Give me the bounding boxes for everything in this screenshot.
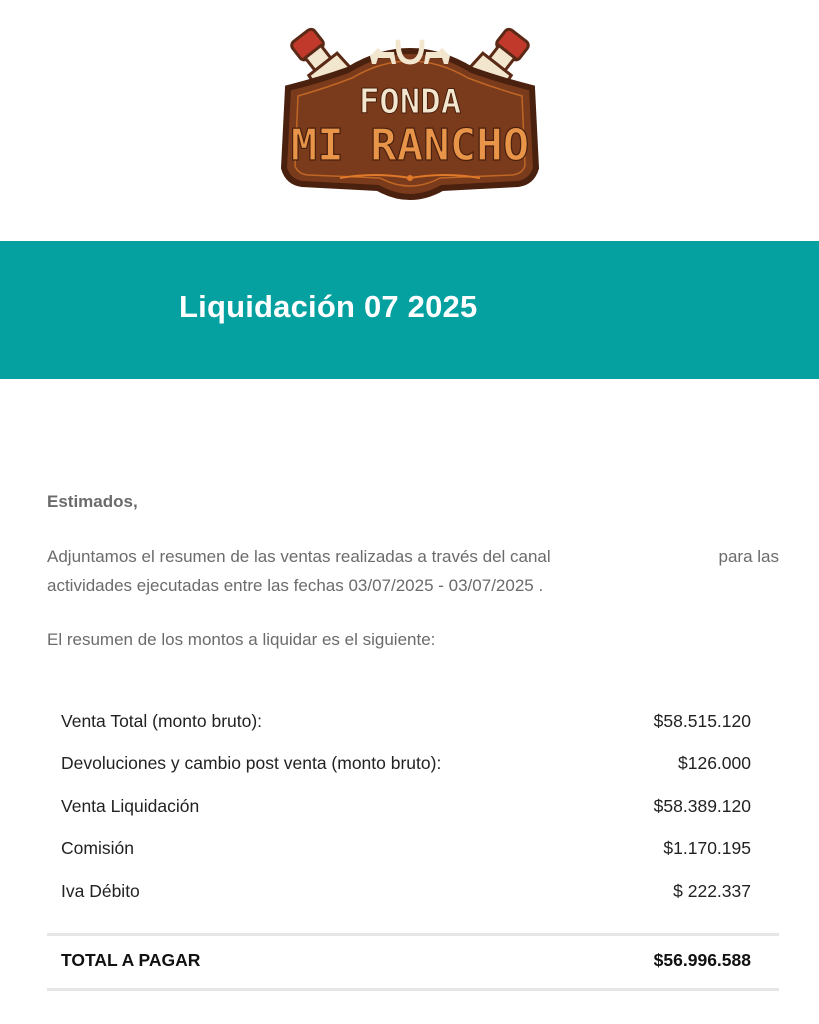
intro-text-part1: Adjuntamos el resumen de las ventas realizadas a través del canal bbox=[47, 547, 551, 566]
logo-line1: FONDA bbox=[358, 82, 462, 122]
greeting: Estimados, bbox=[47, 492, 138, 511]
row-value: $58.515.120 bbox=[653, 710, 751, 731]
summary-table bbox=[61, 700, 751, 913]
intro-text-part2: para las bbox=[718, 547, 779, 566]
intro-paragraph bbox=[47, 542, 787, 600]
summary-note: El resumen de los montos a liquidar es el siguiente: bbox=[47, 630, 436, 649]
page-title: Liquidación 07 2025 bbox=[179, 289, 478, 324]
row-label: Devoluciones y cambio post venta (monto bruto): bbox=[61, 753, 442, 774]
summary-row-comision bbox=[61, 828, 751, 871]
summary-row-iva-debito bbox=[61, 870, 751, 913]
row-label: Comisión bbox=[61, 838, 134, 859]
intro-text-line2: actividades ejecutadas entre las fechas 03/07/2025 - 03/07/2025 . bbox=[47, 576, 544, 595]
row-value: $ 222.337 bbox=[673, 880, 751, 901]
brand-logo bbox=[270, 18, 550, 218]
total-label: TOTAL A PAGAR bbox=[61, 950, 201, 970]
row-value: $58.389.120 bbox=[653, 795, 751, 816]
summary-row-venta-total bbox=[61, 700, 751, 743]
summary-row-devoluciones bbox=[61, 743, 751, 786]
summary-row-venta-liquidacion bbox=[61, 785, 751, 828]
header-banner bbox=[0, 241, 819, 379]
row-label: Venta Liquidación bbox=[61, 795, 200, 816]
logo-icon bbox=[270, 18, 550, 218]
divider bbox=[47, 988, 779, 991]
row-label: Venta Total (monto bruto): bbox=[61, 710, 263, 731]
logo-line2: MI RANCHO bbox=[290, 120, 530, 171]
divider bbox=[47, 933, 779, 936]
row-value: $126.000 bbox=[678, 753, 751, 774]
row-label: Iva Débito bbox=[61, 880, 140, 901]
total-value: $56.996.588 bbox=[653, 950, 751, 970]
total-row bbox=[61, 950, 751, 971]
row-value: $1.170.195 bbox=[663, 838, 751, 859]
